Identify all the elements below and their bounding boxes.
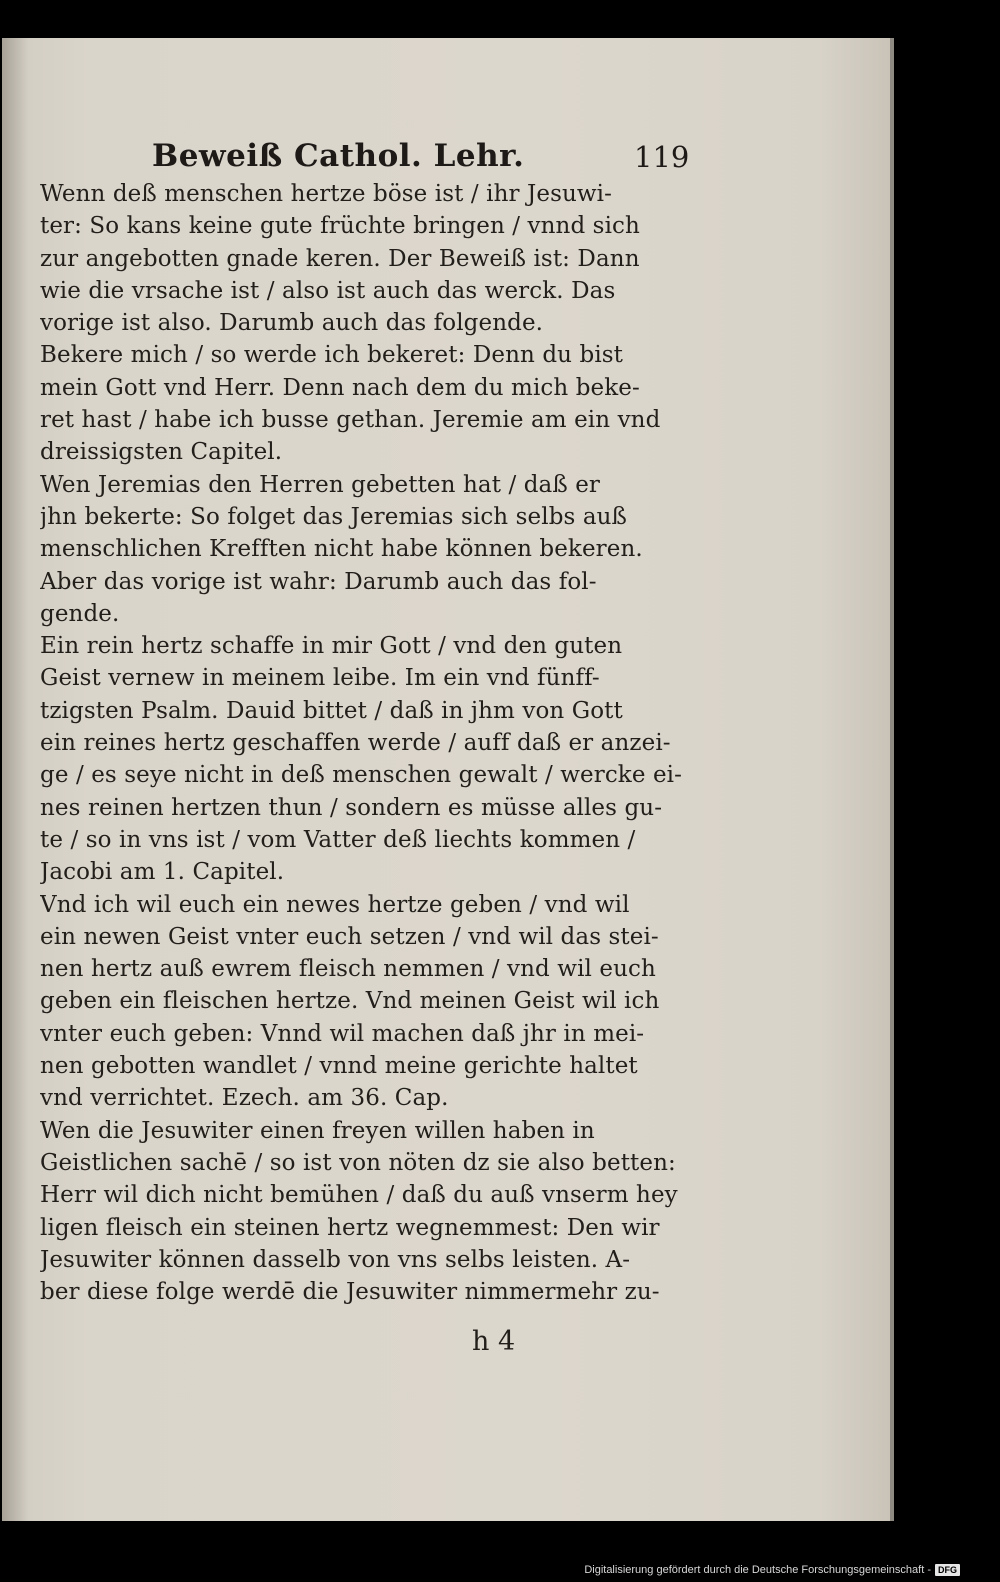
dfg-logo-icon: DFG — [935, 1564, 960, 1576]
page-number: 119 — [634, 140, 690, 174]
text-line: Vnd ich wil euch ein newes hertze geben / vnd wil — [40, 891, 630, 918]
text-line: tzigsten Psalm. Dauid bittet / daß in jhm von Gott — [40, 697, 623, 724]
digitization-credit — [584, 1562, 960, 1578]
text-line: gende. — [40, 600, 120, 627]
text-line: ligen fleisch ein steinen hertz wegnemmest: Den wir — [40, 1214, 660, 1241]
text-line: Bekere mich / so werde ich bekeret: Denn du bist — [40, 342, 624, 369]
text-line: dreissigsten Capitel. — [40, 439, 283, 466]
text-line: vnter euch geben: Vnnd wil machen daß jhr in mei- — [40, 1020, 645, 1047]
text-line: Wen die Jesuwiter einen freyen willen haben in — [40, 1117, 595, 1144]
text-line: Jesuwiter können dasselb von vns selbs leisten. A- — [40, 1246, 631, 1273]
text-line: ein newen Geist vnter euch setzen / vnd wil das stei- — [40, 923, 659, 950]
text-line: wie die vrsache ist / also ist auch das werck. Das — [40, 277, 616, 304]
text-line: te / so in vns ist / vom Vatter deß liechts kommen / — [40, 826, 636, 853]
body-text — [40, 178, 692, 1308]
text-line: Herr wil dich nicht bemühen / daß du auß vnserm hey — [40, 1182, 678, 1209]
text-line: ter: So kans keine gute früchte bringen / vnnd sich — [40, 213, 640, 240]
running-head-title: Beweiß Cathol. Lehr. — [152, 138, 525, 174]
text-line: Ein rein hertz schaffe in mir Gott / vnd den guten — [40, 633, 623, 660]
text-line: Wenn deß menschen hertze böse ist / ihr Jesuwi- — [40, 181, 612, 207]
book-page — [2, 38, 894, 1521]
credit-text: Digitalisierung gefördert durch die Deutsche Forschungsgemeinschaft - — [584, 1564, 931, 1576]
text-line: menschlichen Krefften nicht habe können bekeren. — [40, 536, 643, 563]
text-line: Wen Jeremias den Herren gebetten hat / daß er — [40, 471, 601, 498]
text-line: zur angebotten gnade keren. Der Beweiß ist: Dann — [40, 245, 640, 272]
text-line: ein reines hertz geschaffen werde / auff daß er anzei- — [40, 730, 671, 757]
text-line: ge / es seye nicht in deß menschen gewalt / wercke ei- — [40, 762, 683, 789]
text-line: Geist vernew in meinem leibe. Im ein vnd fünff- — [40, 665, 600, 692]
text-line: mein Gott vnd Herr. Denn nach dem du mich beke- — [40, 374, 640, 401]
text-line: nes reinen hertzen thun / sondern es müsse alles gu- — [40, 794, 663, 821]
text-line: vnd verrichtet. Ezech. am 36. Cap. — [40, 1085, 449, 1112]
text-line: ret hast / habe ich busse gethan. Jeremie am ein vnd — [40, 407, 661, 434]
text-line: ber diese folge werdē die Jesuwiter nimmermehr zu- — [40, 1279, 660, 1306]
text-line: jhn bekerte: So folget das Jeremias sich selbs auß — [40, 503, 628, 530]
text-line: Aber das vorige ist wahr: Darumb auch das fol- — [40, 568, 597, 595]
text-line: geben ein fleischen hertze. Vnd meinen Geist wil ich — [40, 988, 660, 1015]
running-head — [2, 138, 894, 182]
catchword-signature: h 4 — [472, 1326, 516, 1357]
text-line: Jacobi am 1. Capitel. — [40, 859, 285, 886]
text-line: vorige ist also. Darumb auch das folgende. — [40, 310, 544, 337]
text-line: nen hertz auß ewrem fleisch nemmen / vnd wil euch — [40, 956, 656, 983]
text-line: Geistlichen sachē / so ist von nöten dz sie also betten: — [40, 1149, 676, 1176]
text-line: nen gebotten wandlet / vnnd meine gerichte haltet — [40, 1053, 638, 1080]
